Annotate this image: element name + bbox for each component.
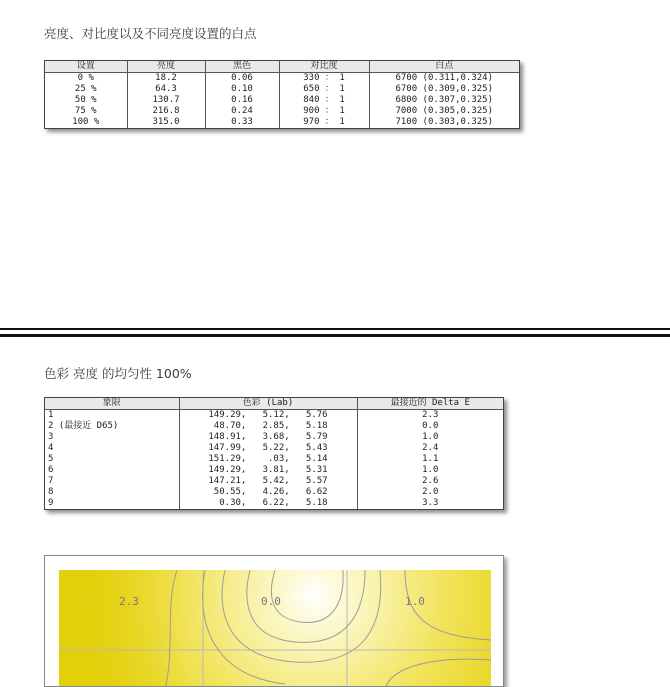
table-row	[45, 476, 503, 487]
table-cell: 3	[45, 432, 179, 443]
table-cell: 1.0	[422, 465, 439, 475]
table-cell: 2.3	[422, 410, 439, 420]
table-row	[45, 117, 519, 128]
table-cell: 6800 (0.307,0.325)	[395, 95, 494, 105]
table-cell: 1.0	[422, 432, 439, 442]
table-cell: 0.16	[205, 95, 279, 106]
table-header-row	[45, 61, 519, 73]
uniformity-table	[44, 397, 504, 510]
table-cell: 147.21, 5.42, 5.57	[179, 476, 357, 487]
table-cell: 18.2	[127, 73, 205, 85]
table-cell: 64.3	[127, 84, 205, 95]
brightness-contrast-title: 亮度、对比度以及不同亮度设置的白点	[44, 26, 257, 41]
table-cell: 149.29, 5.12, 5.76	[179, 410, 357, 422]
table-cell: 2.6	[422, 476, 439, 486]
table-cell: 6700 (0.309,0.325)	[395, 84, 494, 94]
table-cell: 6700 (0.311,0.324)	[395, 73, 494, 83]
table-row	[45, 106, 519, 117]
table-row	[45, 432, 503, 443]
header-contrast: 对比度	[279, 61, 369, 73]
table-cell: 148.91, 3.68, 5.79	[179, 432, 357, 443]
table-cell: 840 ： 1	[279, 95, 369, 106]
table-cell: 9	[45, 498, 179, 509]
section-divider-top	[0, 328, 670, 330]
heatmap-svg	[45, 556, 503, 686]
table-cell: 4	[45, 443, 179, 454]
header-setting: 设置	[45, 61, 127, 73]
table-cell: 0.30, 6.22, 5.18	[179, 498, 357, 509]
table-cell: 900 ： 1	[279, 106, 369, 117]
table-cell: 970 ： 1	[279, 117, 369, 128]
table-row	[45, 443, 503, 454]
table-cell: 151.29, .03, 5.14	[179, 454, 357, 465]
table-cell: 2.4	[422, 443, 439, 453]
table-cell: 7100 (0.303,0.325)	[395, 117, 494, 127]
table-cell: 25 %	[45, 84, 127, 95]
heatmap-left-shade	[59, 570, 189, 686]
header-color-lab: 色彩 (Lab)	[179, 398, 357, 410]
table-cell: 100 %	[45, 117, 127, 128]
table-cell: 0.24	[205, 106, 279, 117]
table-row	[45, 454, 503, 465]
uniformity-heatmap	[44, 555, 504, 687]
table-cell: 7000 (0.305,0.325)	[395, 106, 494, 116]
table-cell: 0.10	[205, 84, 279, 95]
table-row	[45, 487, 503, 498]
table-cell: 0.0	[422, 421, 439, 431]
header-black: 黑色	[205, 61, 279, 73]
table-cell: 2 (最接近 D65)	[45, 421, 179, 432]
table-cell: 50.55, 4.26, 6.62	[179, 487, 357, 498]
brightness-table	[44, 60, 520, 129]
table-cell: 149.29, 3.81, 5.31	[179, 465, 357, 476]
table-cell: 0.06	[205, 73, 279, 85]
table-cell: 75 %	[45, 106, 127, 117]
table-cell: 1.1	[422, 454, 439, 464]
header-brightness: 亮度	[127, 61, 205, 73]
table-cell: 216.8	[127, 106, 205, 117]
table-cell: 50 %	[45, 95, 127, 106]
table-row	[45, 84, 519, 95]
table-row	[45, 410, 503, 422]
table-row	[45, 421, 503, 432]
table-cell: 147.99, 5.22, 5.43	[179, 443, 357, 454]
table-row	[45, 95, 519, 106]
table-header-row	[45, 398, 503, 410]
table-cell: 1	[45, 410, 179, 422]
table-cell: 8	[45, 487, 179, 498]
table-row	[45, 498, 503, 509]
table-cell: 3.3	[422, 498, 439, 508]
table-cell: 7	[45, 476, 179, 487]
heatmap-label: 0.0	[261, 595, 281, 608]
table-row	[45, 73, 519, 85]
table-row	[45, 465, 503, 476]
table-cell: 0 %	[45, 73, 127, 85]
uniformity-title: 色彩 亮度 的均匀性 100%	[44, 366, 192, 381]
table-cell: 5	[45, 454, 179, 465]
header-whitepoint: 白点	[369, 61, 519, 73]
table-cell: 130.7	[127, 95, 205, 106]
table-cell: 0.33	[205, 117, 279, 128]
header-quadrant: 象限	[45, 398, 179, 410]
section-divider-bottom	[0, 334, 670, 337]
heatmap-label: 2.3	[119, 595, 139, 608]
heatmap-label: 1.0	[405, 595, 425, 608]
header-delta-e: 最接近的 Delta E	[357, 398, 503, 410]
table-cell: 2.0	[422, 487, 439, 497]
table-cell: 48.70, 2.85, 5.18	[179, 421, 357, 432]
table-cell: 330 ： 1	[279, 73, 369, 85]
table-cell: 6	[45, 465, 179, 476]
table-cell: 650 ： 1	[279, 84, 369, 95]
table-cell: 315.0	[127, 117, 205, 128]
